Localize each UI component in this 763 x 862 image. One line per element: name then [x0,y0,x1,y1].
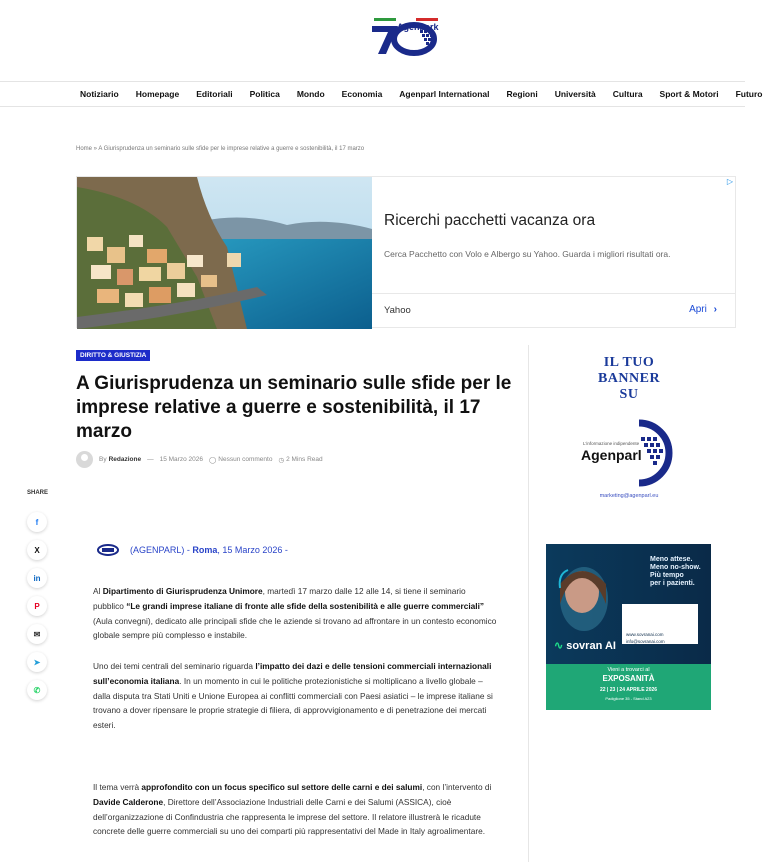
p1-bold-2: “Le grandi imprese italiane di fronte alle sfide della sostenibilità e alle guerre commerciali” [126,600,485,611]
banner-dates: 22 | 23 | 24 APRILE 2026 [599,687,658,693]
ad-image[interactable] [77,177,372,329]
by-label: By [99,456,107,463]
banner-brand: Agenparl [581,447,642,463]
sponsored-ad[interactable] [76,176,736,328]
nav-item-mondo[interactable]: Mondo [296,89,325,99]
share-label: SHARE [27,490,49,496]
banner-invite: Vieni a trovarci al [607,667,650,673]
facebook-icon: f [35,517,39,527]
source-line [96,543,288,557]
share-whatsapp-button[interactable] [27,680,47,700]
article-meta [76,451,329,468]
p2-text-c: . In un momento in cui le politiche protezionistiche si moltiplicano a livello globale – dalla disputa tra Stati Uniti e Unione Europea ai conflitti commerciali con Paesi asiatici – le imprese italiane si trovano a dover ripensare le proprie strategie di filiera, di approvvigionamento e di penetrazione dei mercati esteri. [93,675,493,731]
ad-cta-label: Apri [689,304,707,315]
banner-event: EXPOSANITÀ [602,674,655,683]
p3-bold-2: Davide Calderone [93,796,164,807]
ad-content[interactable] [372,177,735,327]
amalfi-coast-image [77,177,372,329]
article-title: A Giurisprudenza un seminario sulle sfide per le imprese relative a guerre e sostenibilità, il 17 marzo [76,373,512,442]
meta-separator: — [147,456,154,463]
share-pinterest-button[interactable] [27,596,47,616]
banner-line-2: BANNER [597,371,661,387]
p1-text-d: (Aula convegni), dedicato alle principali sfide che le aziende si trovano ad affrontare in un contesto economico globale sempre più complesso e instabile. [93,615,497,641]
email-icon: ✉ [33,629,41,639]
banner-line-3: SU [619,387,639,403]
main-nav [0,82,763,107]
clock-icon: ◷ [278,456,285,464]
byline [99,456,141,463]
comments-link[interactable]: Nessun commento [218,456,273,463]
pinterest-icon: P [34,601,40,611]
sidebar-divider [528,345,529,862]
site-logo[interactable] [368,14,444,60]
headline-line-3: Più tempo [650,572,684,580]
banner-line-1: IL TUO [603,355,655,370]
nav-item-sport-motori[interactable]: Sport & Motori [659,89,719,99]
breadcrumb[interactable]: Home » A Giurisprudenza un seminario sulle sfide per le imprese relative a guerre e sostenibilità, il 17 marzo [76,146,365,152]
logo-70-graphic [368,14,444,60]
p2-text-a: Uno dei temi centrali del seminario riguarda [93,661,256,671]
sidebar-banner-sovranai[interactable] [546,544,711,710]
article-paragraph-3 [93,780,497,839]
nav-item-homepage[interactable]: Homepage [135,89,180,99]
author-avatar[interactable] [76,451,93,468]
headline-line-1: Meno attese. [650,556,693,563]
sidebar-banner-agenparl[interactable] [565,355,693,505]
nav-item-agenparl-international[interactable]: Agenparl International [399,89,490,99]
publish-date: 15 Marzo 2026 [159,456,203,463]
banner-email: marketing@agenparl.eu [599,493,659,499]
sovranai-brand [554,639,616,652]
share-telegram-button[interactable] [27,652,47,672]
source-city: Roma [192,545,218,555]
whatsapp-icon: ✆ [33,685,41,695]
p3-text-c: , con l’intervento di [422,782,492,792]
telegram-icon: ➤ [33,657,41,667]
nav-item-universita[interactable]: Università [554,89,596,99]
chevron-right-icon: › [713,304,717,315]
sovranai-brand-text: sovran AI [566,640,616,652]
ad-cta-button[interactable] [689,304,717,315]
banner-email-2: info@sovranai.com [626,639,665,644]
source-date: , 15 Marzo 2026 - [217,545,288,555]
nav-item-economia[interactable]: Economia [341,89,383,99]
nav-item-cultura[interactable]: Cultura [612,89,643,99]
category-badge[interactable]: DIRITTO & GIUSTIZIA [76,350,150,361]
nav-item-editoriali[interactable]: Editoriali [196,89,233,99]
nav-item-politica[interactable]: Politica [249,89,280,99]
agenparl-mini-logo-icon [96,543,120,557]
linkedin-icon: in [33,573,41,583]
source-agency: (AGENPARL) - [130,545,193,555]
read-time: 2 Mins Read [286,456,323,463]
headline-line-4: per i pazienti. [650,580,695,588]
author-name[interactable]: Redazione [108,456,142,463]
p1-bold-1: Dipartimento di Giurisprudenza Unimore [102,586,263,596]
p2-bold-1: l’impatto dei dazi e delle tensioni commerciali internazionali sull’economia italiana [93,661,492,686]
article-paragraph-2 [93,659,497,733]
article-paragraph-1 [93,584,497,643]
banner-headline [650,556,701,588]
p3-text-d: , Direttore dell’Associazione Industriali delle Carni e dei Salumi (ASSICA), cioè dell’organizzazione di Confindustria che rappresenta le imprese del settore. Il relatore illustrerà le ricadute concrete delle guerre commerciali su uno dei comparti più rappresentativi del Made in Italy agroalimentare. [93,796,485,837]
ad-title[interactable]: Ricerchi pacchetti vacanza ora [384,212,596,229]
comment-icon: ◯ [208,456,217,464]
ad-choices-icon[interactable]: ▷ [726,177,733,186]
p3-bold-1: approfondito con un focus specifico sul settore delle carni e dei salumi [141,782,423,792]
share-facebook-button[interactable] [27,512,47,532]
sovranai-wave-icon: ∿ [554,640,564,652]
share-email-button[interactable] [27,624,47,644]
ad-brand: Yahoo [384,305,411,316]
banner-location: Padiglione 35 - Stand A23 [605,696,652,701]
p1-text-c: , martedì 17 marzo dalle 12 alle 14, si tiene il seminario pubblico [93,586,466,611]
p3-text-a: Il tema verrà [93,782,142,792]
share-linkedin-button[interactable] [27,568,47,588]
ad-description: Cerca Pacchetto con Volo e Albergo su Yahoo. Guarda i migliori risultati ora. [384,249,671,259]
banner-web: www.sovranai.com [626,632,664,637]
banner-tagline: L'informazione indipendente [583,441,640,446]
ad-footer [372,293,735,327]
share-x-button[interactable] [27,540,47,560]
headline-line-2: Meno no-show. [650,564,701,572]
nav-item-futuro[interactable]: Futuro [735,89,763,99]
nav-item-regioni[interactable]: Regioni [506,89,538,99]
logo-text: Agenpark [397,22,439,32]
nav-item-notiziario[interactable]: Notiziario [80,89,119,99]
p1-text-a: Al [93,586,103,596]
site-header [0,0,745,82]
x-icon: X [34,545,40,555]
